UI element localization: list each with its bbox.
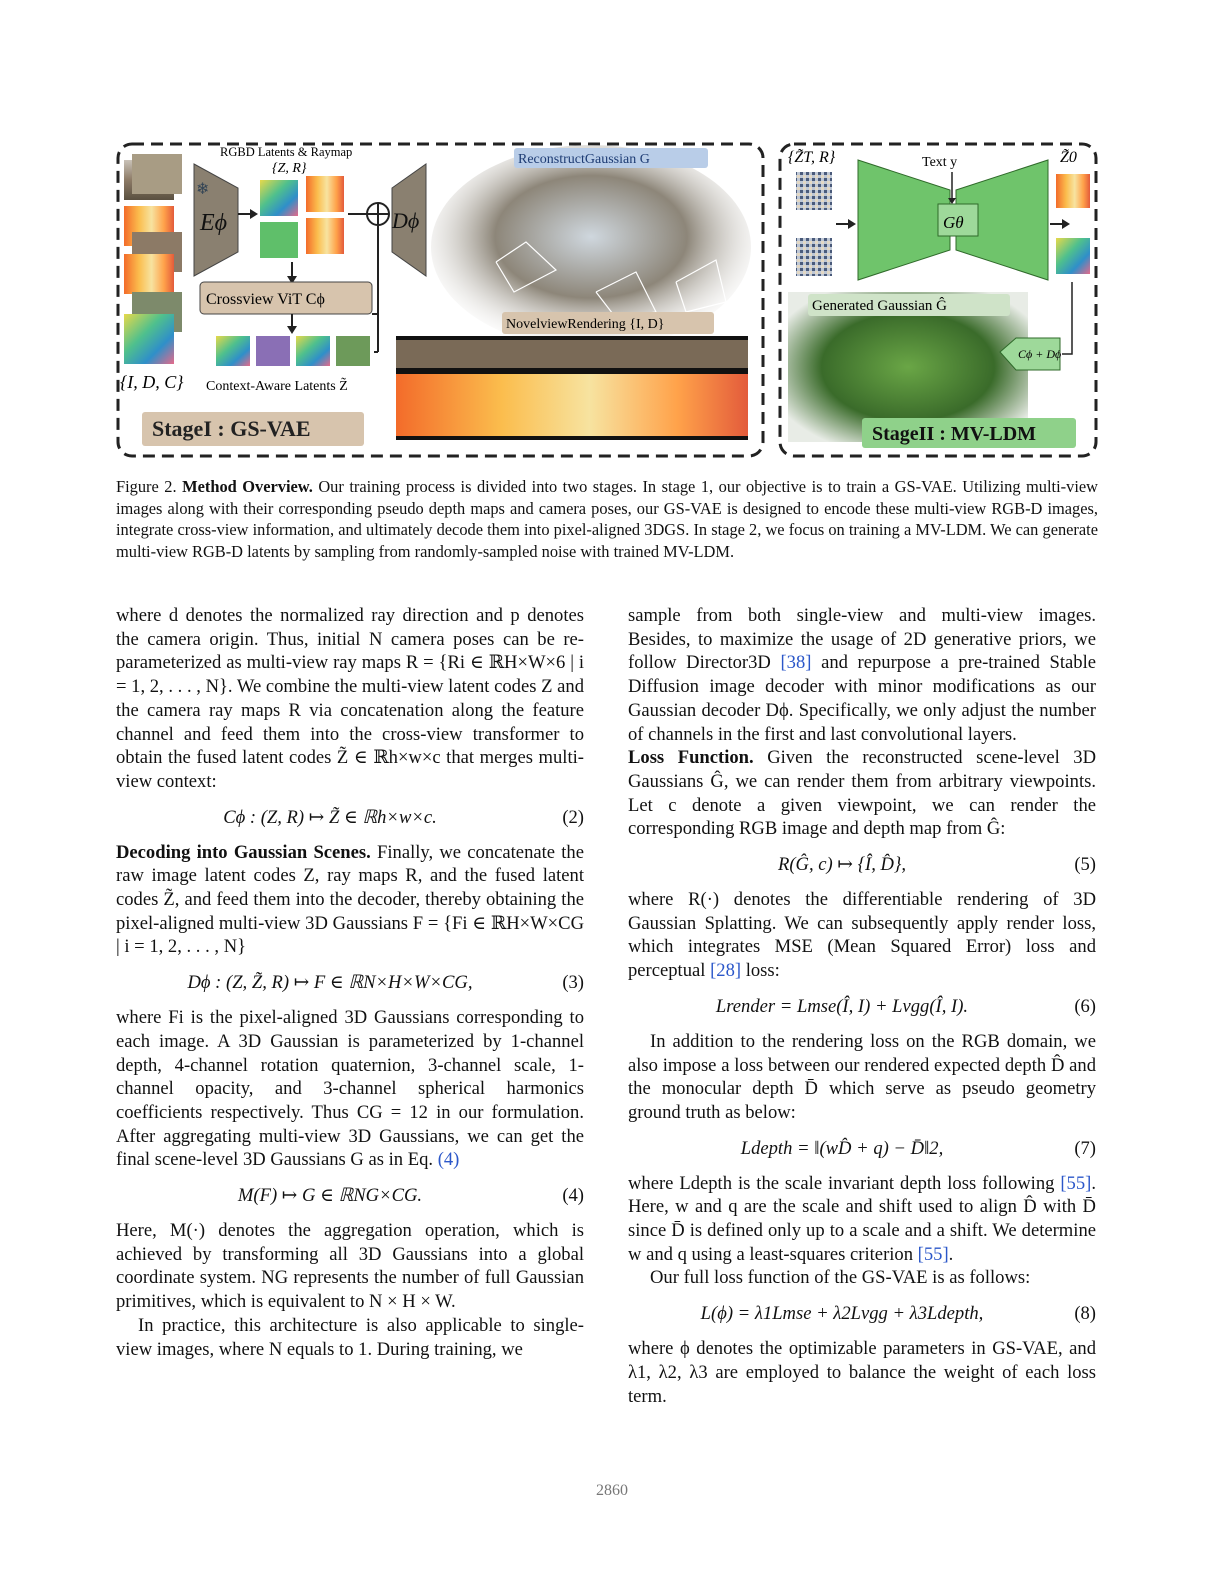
equation-8 (628, 1290, 1096, 1337)
left-paragraph-1: where d denotes the normalized ray direction and p denotes the camera origin. Thus, initial N camera poses can be re-parameterized as multi-view ray maps R = {Ri ∈ ℝH×W×6 | i = 1, 2, . . . , N}. We combine the multi-view latent codes Z and the camera ray maps R via concatenation along the feature channel and feed them into the cross-view transformer to obtain the fused latent codes Z̃ ∈ ℝh×w×c that merges multi-view context: (116, 605, 584, 792)
right-paragraph-2-text: Given the reconstructed scene-level 3D Gaussians Ĝ, we can render them from arbitrary viewpoints. Let c denote a given viewpoint, we can render the corresponding RGB image and depth map from Ĝ: (628, 747, 1096, 840)
equation-4 (116, 1172, 584, 1219)
equation-4-number: (4) (562, 1185, 584, 1207)
right-paragraph-4: In addition to the rendering loss on the RGB domain, we also impose a loss between our rendered expected depth D̂ and the monocular depth D̄ which serve as pseudo geometry ground truth as below: (628, 1030, 1096, 1123)
output-latent-2 (1056, 238, 1090, 274)
right-paragraph-1b: and repurpose a pre-trained Stable Diffusion image decoder with minor modifications as our Gaussian decoder Dϕ. Specifically, we only adjust the number of channels in the first and last convolutional layers. (628, 652, 1097, 745)
right-paragraph-3b: loss: (741, 960, 780, 982)
context-latents-label: Context-Aware Latents Z̃ (206, 379, 348, 394)
context-latents (216, 336, 370, 366)
figure-svg (116, 142, 1098, 460)
stage1-label: StageI : GS-VAE (152, 416, 311, 441)
caption-text: Our training process is divided into two stages. In stage 1, our objective is to train a GS-VAE. Utilizing multi-view images along with their corresponding pseudo depth maps and camera poses, our GS-VAE is designed to encode these multi-view RGB-D images, integrate cross-view information, and ultimately decode them into pixel-aligned 3DGS. In stage 2, we focus on training a MV-LDM. We can generate multi-view RGB-D latents by sampling from randomly-sampled noise with trained MV-LDM. (116, 477, 1098, 561)
right-paragraph-5b: . Here, w and q are the scale and shift used to align D̂ with D̄ since D̄ is defined only up to a scale and a shift. We determine w and q using a least-squares criterion (628, 1172, 1096, 1265)
equation-2-number: (2) (562, 806, 584, 828)
stage2-label: StageII : MV-LDM (872, 423, 1037, 445)
equation-8-number: (8) (1074, 1303, 1096, 1325)
right-paragraph-7: where ϕ denotes the optimizable parameters in GS-VAE, and λ1, λ2, λ3 are employed to balance the weight of each loss term. (628, 1338, 1096, 1407)
citation-55-link-2[interactable]: [55] (917, 1243, 949, 1265)
output-latent-1 (1056, 174, 1090, 208)
zr-label: {Z, R} (272, 161, 307, 176)
left-column (116, 604, 584, 1361)
right-paragraph-3 (628, 888, 1096, 983)
method-overview-figure (116, 142, 1098, 460)
equation-6-number: (6) (1074, 995, 1096, 1017)
left-paragraph-3 (116, 1006, 584, 1172)
noise-latent-2 (796, 238, 832, 276)
citation-55-link-1[interactable]: [55] (1060, 1172, 1092, 1194)
figure-caption (116, 476, 1098, 562)
render-strips (396, 336, 748, 440)
citation-38-link[interactable]: [38] (780, 652, 812, 674)
equation-3-body: Dϕ : (Z, Z̃, R) ↦ F ∈ ℝN×H×W×CG, (187, 972, 473, 994)
equation-5-number: (5) (1074, 854, 1096, 876)
right-paragraph-1 (628, 604, 1096, 746)
equation-6 (628, 983, 1096, 1030)
cd-label: Cϕ + Dϕ (1018, 347, 1062, 361)
equation-7-number: (7) (1074, 1137, 1096, 1159)
input-images (124, 154, 182, 364)
right-paragraph-5a: where Ldepth is the scale invariant depth loss following (628, 1172, 1061, 1194)
right-paragraph-2 (628, 746, 1096, 841)
equation-2-body: Cϕ : (Z, R) ↦ Z̃ ∈ ℝh×w×c. (223, 806, 437, 828)
unet-encoder (858, 160, 950, 280)
left-paragraph-4: Here, M(·) denotes the aggregation operation, which is achieved by transforming all 3D Gaussians into a global coordinate system. NG represents the number of full Gaussian primitives, which is equivalent to N × H × W. (116, 1220, 584, 1313)
rgbd-latents-label: RGBD Latents & Raymap (220, 145, 353, 159)
left-paragraph-3-text: where Fi is the pixel-aligned 3D Gaussians corresponding to each image. A 3D Gaussian is parameterized by 1-channel depth, 4-channel rotation quaternion, 3-channel scale, 1-channel opacity, and 3-channel spherical harmonics coefficients respectively. Thus CG = 12 in our formulation. After aggregating multi-view 3D Gaussians, we can get the final scene-level 3D Gaussians G as in Eq. (116, 1007, 584, 1171)
inputs-label: {I, D, C} (120, 372, 184, 392)
equation-5 (628, 841, 1096, 888)
equation-7-body: Ldepth = ‖(wD̂ + q) − D̄‖2, (740, 1137, 944, 1159)
svg-text:❄: ❄ (196, 179, 210, 198)
loss-function-heading: Loss Function. (628, 747, 754, 769)
g-theta-label: Gθ (943, 213, 964, 232)
right-column (628, 604, 1096, 1408)
equation-6-body: Lrender = Lmse(Î, I) + Lvgg(Î, I). (715, 995, 969, 1017)
equation-3-number: (3) (562, 972, 584, 994)
decoding-heading: Decoding into Gaussian Scenes. (116, 841, 371, 863)
left-paragraph-5: In practice, this architecture is also applicable to single-view images, where N equals to 1. During training, we (116, 1314, 584, 1360)
decoder-label: Dϕ (392, 208, 420, 233)
right-paragraph-3a: where R(·) denotes the differentiable rendering of 3D Gaussian Splatting. We can subsequently apply render loss, which integrates MSE (Mean Squared Error) loss and perceptual (628, 889, 1096, 982)
left-paragraph-2 (116, 841, 584, 960)
equation-5-body: R(Ĝ, c) ↦ {Î, D̂}, (777, 854, 907, 876)
page-number: 2860 (596, 1482, 628, 1499)
text-y-label: Text y (922, 155, 958, 170)
noise-latent-1 (796, 172, 832, 210)
rgbd-latents (260, 176, 344, 258)
crossview-label: Crossview ViT Cϕ (206, 291, 325, 308)
equation-7 (628, 1125, 1096, 1172)
reconstruct-label: ReconstructGaussian G (518, 152, 650, 167)
equation-3 (116, 959, 584, 1006)
equation-8-body: L(ϕ) = λ1Lmse + λ2Lvgg + λ3Ldepth, (700, 1303, 984, 1325)
left-paragraph-2-text: Finally, we concatenate the raw image latent codes Z, ray maps R, and the fused latent codes Z̃, and feed them into the decoder, thereby obtaining the pixel-aligned multi-view 3D Gaussians F = {Fi ∈ ℝH×W×CG | i = 1, 2, . . . , N} (116, 841, 584, 958)
eq4-reference-link[interactable]: (4) (437, 1149, 460, 1171)
caption-bold: Method Overview. (182, 477, 313, 496)
generated-label: Generated Gaussian Ĝ (812, 298, 947, 314)
equation-2 (116, 794, 584, 841)
citation-28-link[interactable]: [28] (710, 960, 742, 982)
novelview-label: NovelviewRendering {I, D} (506, 317, 665, 332)
encoder-label: Eϕ (200, 210, 228, 236)
right-paragraph-6: Our full loss function of the GS-VAE is as follows: (650, 1267, 1031, 1289)
right-paragraph-5c: . (948, 1243, 954, 1265)
right-paragraph-5 (628, 1172, 1096, 1267)
zt-label: {Z̃T, R} (788, 149, 836, 166)
equation-4-body: M(F) ↦ G ∈ ℝNG×CG. (237, 1185, 423, 1207)
z0-label: Z̃0 (1060, 149, 1077, 166)
caption-prefix: Figure 2. (116, 477, 183, 496)
right-paragraph-1a: sample from both single-view and multi-view images. Besides, to maximize the usage of 2D generative priors, we follow Director3D (628, 605, 1096, 674)
